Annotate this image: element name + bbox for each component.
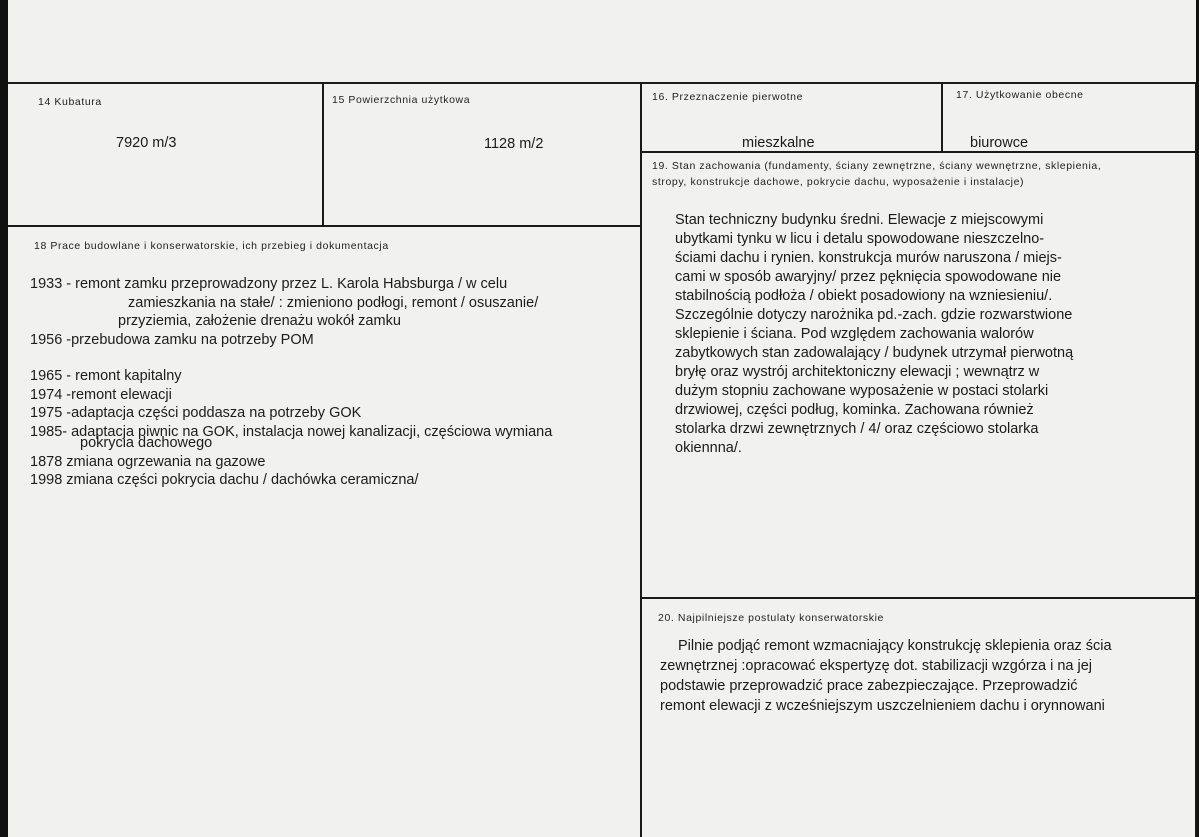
history-entry: 1975 -adaptacja części poddasza na potrzeby GOK bbox=[30, 405, 362, 421]
history-entry: 1998 zmiana części pokrycia dachu / dachówka ceramiczna/ bbox=[30, 472, 419, 488]
field-19-label: 19. Stan zachowania (fundamenty, ściany zewnętrzne, ściany wewnętrzne, sklepienia, stropy, konstrukcje dachowe, pokrycie dachu, wyposażenie i instalacje) bbox=[652, 160, 1102, 188]
divider-main bbox=[640, 82, 642, 837]
history-entry-continuation: przyziemia, założenie drenażu wokół zamku bbox=[118, 313, 401, 329]
field-16-label: 16. Przeznaczenie pierwotne bbox=[652, 91, 804, 103]
rule-above-18 bbox=[8, 225, 642, 227]
history-entry: 1933 - remont zamku przeprowadzony przez L. Karola Habsburga / w celu bbox=[30, 276, 508, 292]
divider-16-17 bbox=[941, 82, 943, 152]
history-entry: 1956 -przebudowa zamku na potrzeby POM bbox=[30, 331, 314, 348]
history-entry: 1878 zmiana ogrzewania na gazowe bbox=[30, 453, 266, 470]
left-edge bbox=[0, 0, 8, 837]
rule-above-19 bbox=[640, 151, 1196, 153]
field-15-value: 1128 m/2 bbox=[484, 136, 544, 152]
field-20-label: 20. Najpilniejsze postulaty konserwatorskie bbox=[658, 612, 884, 624]
field-14-value: 7920 m/3 bbox=[116, 135, 177, 151]
field-14-label: 14 Kubatura bbox=[38, 96, 102, 108]
history-entry-continuation: pokrycia dachowego bbox=[80, 435, 213, 451]
history-entry: 1965 - remont kapitalny bbox=[30, 368, 182, 384]
top-rule bbox=[8, 82, 1196, 84]
divider-14-15 bbox=[322, 82, 324, 227]
field-16-value: mieszkalne bbox=[742, 135, 815, 151]
history-entry: 1974 -remont elewacji bbox=[30, 386, 172, 403]
field-17-label: 17. Użytkowanie obecne bbox=[956, 89, 1084, 101]
rule-above-20 bbox=[640, 597, 1196, 599]
condition-text: Stan techniczny budynku średni. Elewacje z miejscowymi ubytkami tynku w licu i detalu spowodowane nieszczelno- ściami dachu i rynien. konstrukcja murów naruszona / miejs- cami w sposób awaryjny/ przez pęknięcia spowodowane nie stabilnością podłoża / obiekt posadowiony na wzniesieniu/. Szczególnie dotyczy narożnika pd.-zach. gdzie rozwarstwione sklepienie i ściana. Pod względem zachowania walorów zabytkowych stan zadowalający / budynek utrzymał pierwotną bryłę oraz wystrój architektoniczny elewacji ; wewnątrz w dużym stopniu zachowane wyposażenie w postaci stolarki drzwiowej, części podług, kominka. Zachowana również stolarka drzwi zewnętrznych / 4/ oraz częściowo stolarka okiennna/. bbox=[675, 212, 1074, 456]
field-17-value: biurowce bbox=[970, 135, 1029, 151]
history-entry-continuation: zamieszkania na stałe/ : zmieniono podłogi, remont / osuszanie/ bbox=[128, 294, 539, 311]
history-entry: 1985- adaptacja piwnic na GOK, instalacja nowej kanalizacji, częściowa wymiana bbox=[30, 423, 553, 440]
postulates-text: Pilnie podjąć remont wzmacniający konstrukcję sklepienia oraz ścia zewnętrznej :opracować ekspertyzę dot. stabilizacji wzgórza i na jej podstawie przeprowadzić prace zabezpieczające. Przeprowadzić remont elewacji z wcześniejszym uszczelnieniem dachu i orynnowani bbox=[660, 638, 1112, 714]
right-rule bbox=[1195, 82, 1197, 837]
field-15-label: 15 Powierzchnia użytkowa bbox=[332, 94, 471, 106]
works-history-list bbox=[30, 275, 552, 490]
field-18-label: 18 Prace budowlane i konserwatorskie, ich przebieg i dokumentacja bbox=[34, 240, 389, 252]
